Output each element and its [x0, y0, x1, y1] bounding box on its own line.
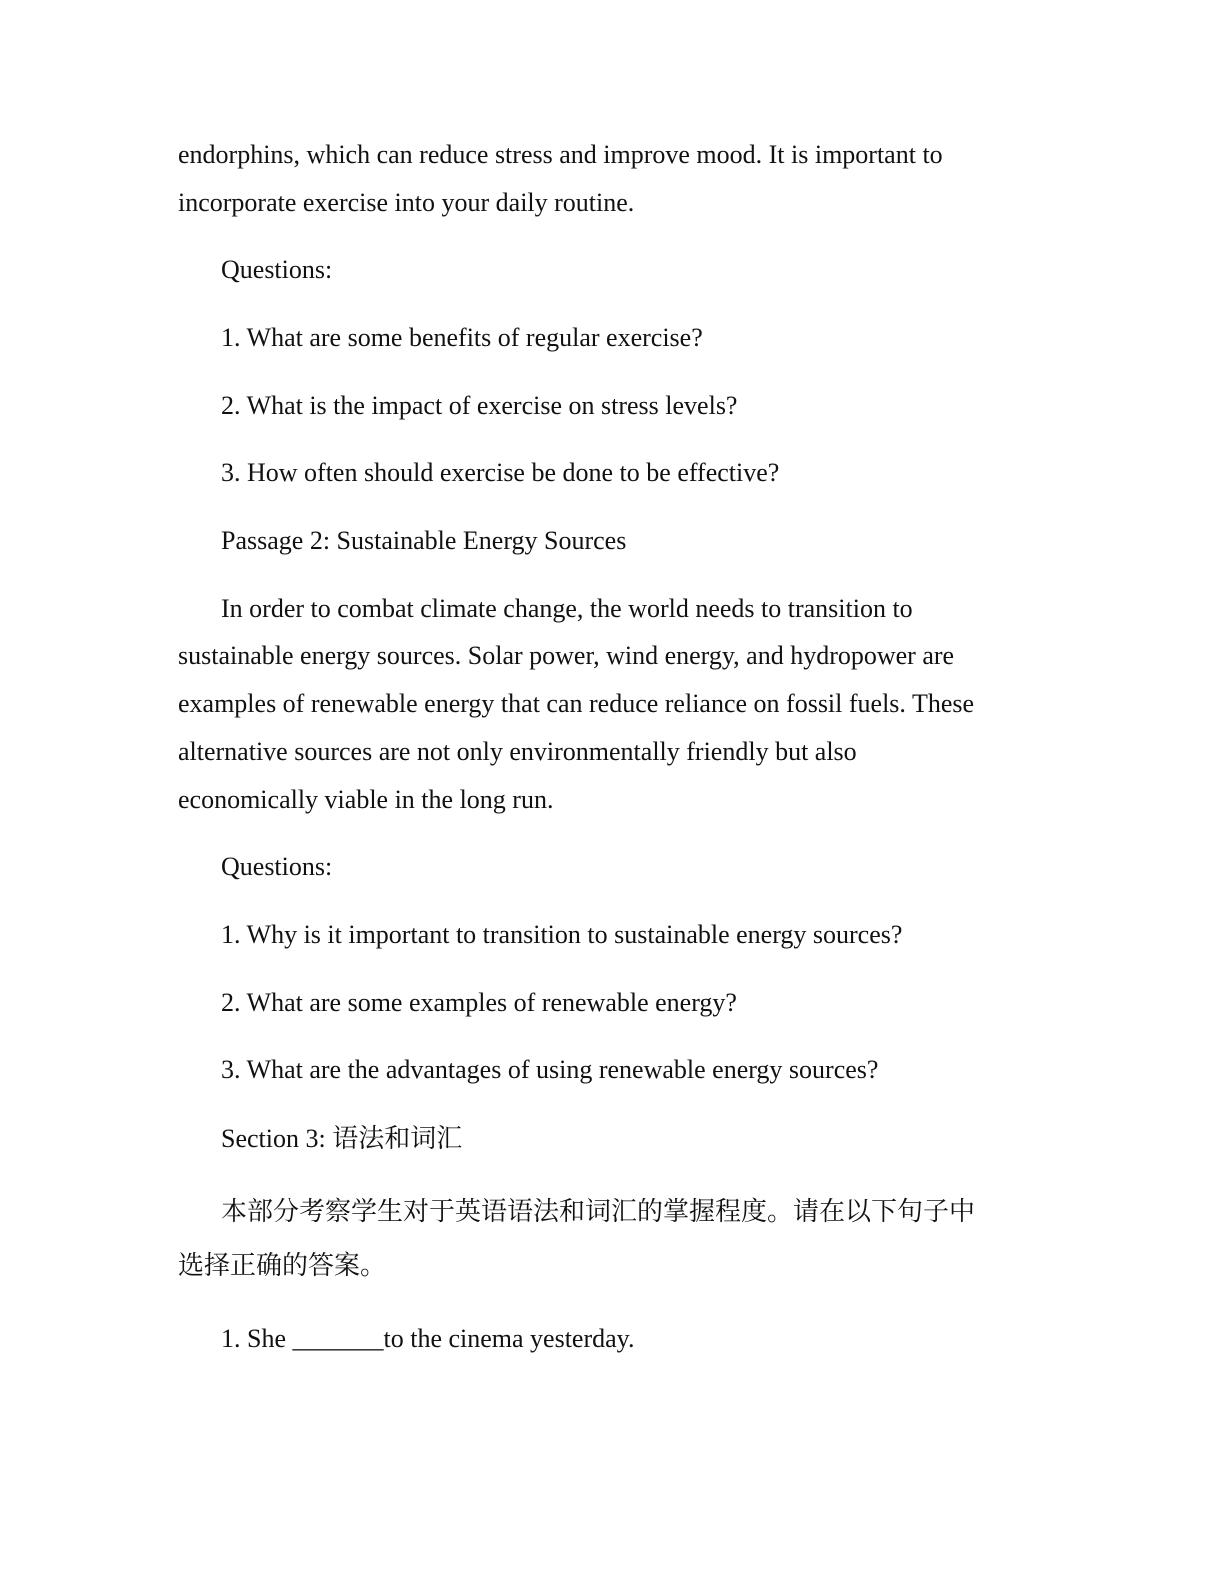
passage2-text-line: sustainable energy sources. Solar power, wind energy, and hydropower are — [178, 641, 955, 670]
passage2-text-line: economically viable in the long run. — [178, 785, 554, 814]
section-intro-line: 本部分考察学生对于英语语法和词汇的掌握程度。请在以下句子中 — [221, 1197, 976, 1226]
question-item: 2. What is the impact of exercise on stress levels? — [221, 391, 738, 420]
exercise-item: 1. She _______to the cinema yesterday. — [221, 1324, 635, 1353]
passage2-text-line: In order to combat climate change, the world needs to transition to — [221, 594, 913, 623]
question-item: 1. Why is it important to transition to sustainable energy sources? — [221, 920, 903, 949]
questions-heading: Questions: — [221, 255, 333, 284]
passage1-text-line: incorporate exercise into your daily routine. — [178, 188, 635, 217]
question-item: 3. What are the advantages of using renewable energy sources? — [221, 1055, 879, 1084]
section-title: Section 3: 语法和词汇 — [221, 1124, 463, 1153]
passage1-text-line: endorphins, which can reduce stress and improve mood. It is important to — [178, 140, 943, 169]
question-item: 1. What are some benefits of regular exercise? — [221, 323, 703, 352]
passage2-text-line: alternative sources are not only environmentally friendly but also — [178, 737, 857, 766]
question-item: 2. What are some examples of renewable energy? — [221, 988, 737, 1017]
question-item: 3. How often should exercise be done to be effective? — [221, 458, 780, 487]
questions-heading: Questions: — [221, 852, 333, 881]
passage2-text-line: examples of renewable energy that can reduce reliance on fossil fuels. These — [178, 689, 975, 718]
section-intro-line: 选择正确的答案。 — [178, 1251, 387, 1280]
passage-title: Passage 2: Sustainable Energy Sources — [221, 526, 627, 555]
